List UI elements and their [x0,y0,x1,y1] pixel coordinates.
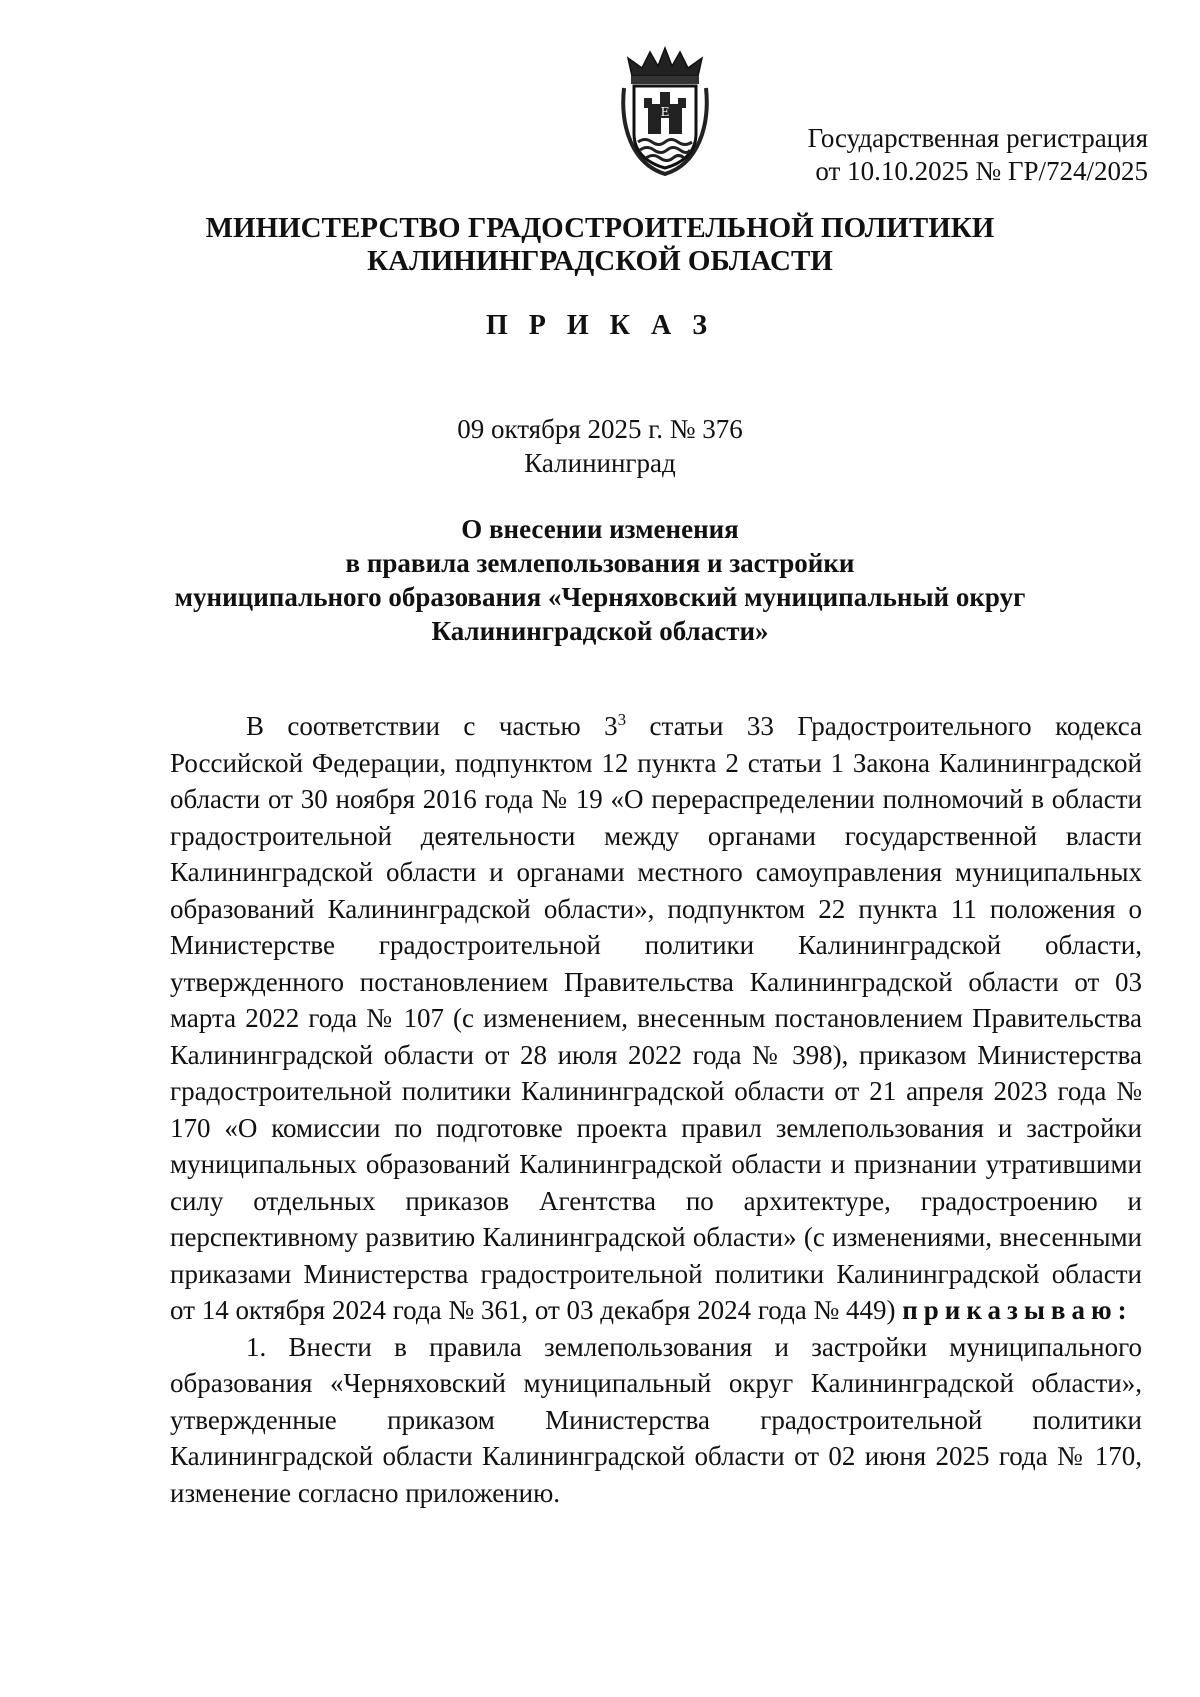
subject-line-1: О внесении изменения [461,514,739,544]
preamble-paragraph [170,708,1142,1329]
document-type: П Р И К А З [486,310,714,341]
ministry-line-2: КАЛИНИНГРАДСКОЙ ОБЛАСТИ [367,245,833,277]
subject-line-4: Калининградской области» [431,616,769,646]
registration-number: от 10.10.2025 № ГР/724/2025 [815,156,1148,186]
ministry-line-1: МИНИСТЕРСТВО ГРАДОСТРОИТЕЛЬНОЙ ПОЛИТИКИ [205,212,995,244]
state-registration [808,122,1148,188]
preamble-superscript: 3 [617,710,627,729]
order-item-1: 1. Внести в правила землепользования и застройки муниципального образования «Черняховский муниципальный округ Калининградской области», утвержденные приказом Министерства градостроительной политики Калининградской области Калининградской области от 02 июня 2025 года № 170, изменение согласно приложению. [170,1331,1142,1508]
order-body [170,708,1142,1511]
preamble-text: статьи 33 Градостроительного кодекса Российской Федерации, подпунктом 12 пункта 2 статьи 1 Закона Калининградской области от 30 ноября 2016 года № 19 «О перераспределении полномочий в области градостроительной деятельности между органами государственной власти Калининградской области и органами местного самоуправления муниципальных образований Калининградской области», подпунктом 22 пункта 11 положения о Министерстве градостроительной политики Калининградской области, утвержденного постановлением Правительства Калининградской области от 03 марта 2022 года № 107 (с изменением, внесенным постановлением Правительства Калининградской области от 28 июля 2022 года № 398), приказом Министерства градостроительной политики Калининградской области от 21 апреля 2023 года № 170 «О комиссии по подготовке проекта правил землепользования и застройки муниципальных образований Калининградской области и признании утратившими силу отдельных приказов Агентства по архитектуре, градостроению и перспективному развитию Калининградской области» (с изменениями, внесенными приказами Министерства градостроительной политики Калининградской области от 14 октября 2024 года № 361, от 03 декабря 2024 года № 449) [170,711,1142,1325]
order-meta [0,412,1200,480]
subject-line-3: муниципального образования «Черняховский муниципальный округ [174,582,1026,612]
order-city: Калининград [524,448,676,478]
order-verb: приказываю: [902,1295,1133,1325]
order-date-number: 09 октября 2025 г. № 376 [457,414,743,444]
order-subject [0,512,1200,648]
coat-of-arms-icon [618,46,712,176]
subject-line-2: в правила землепользования и застройки [345,548,855,578]
svg-text:Е: Е [660,105,670,119]
preamble-start: В соответствии с частью 3 [246,711,618,741]
registration-label: Государственная регистрация [807,123,1148,153]
ministry-heading [0,212,1200,278]
